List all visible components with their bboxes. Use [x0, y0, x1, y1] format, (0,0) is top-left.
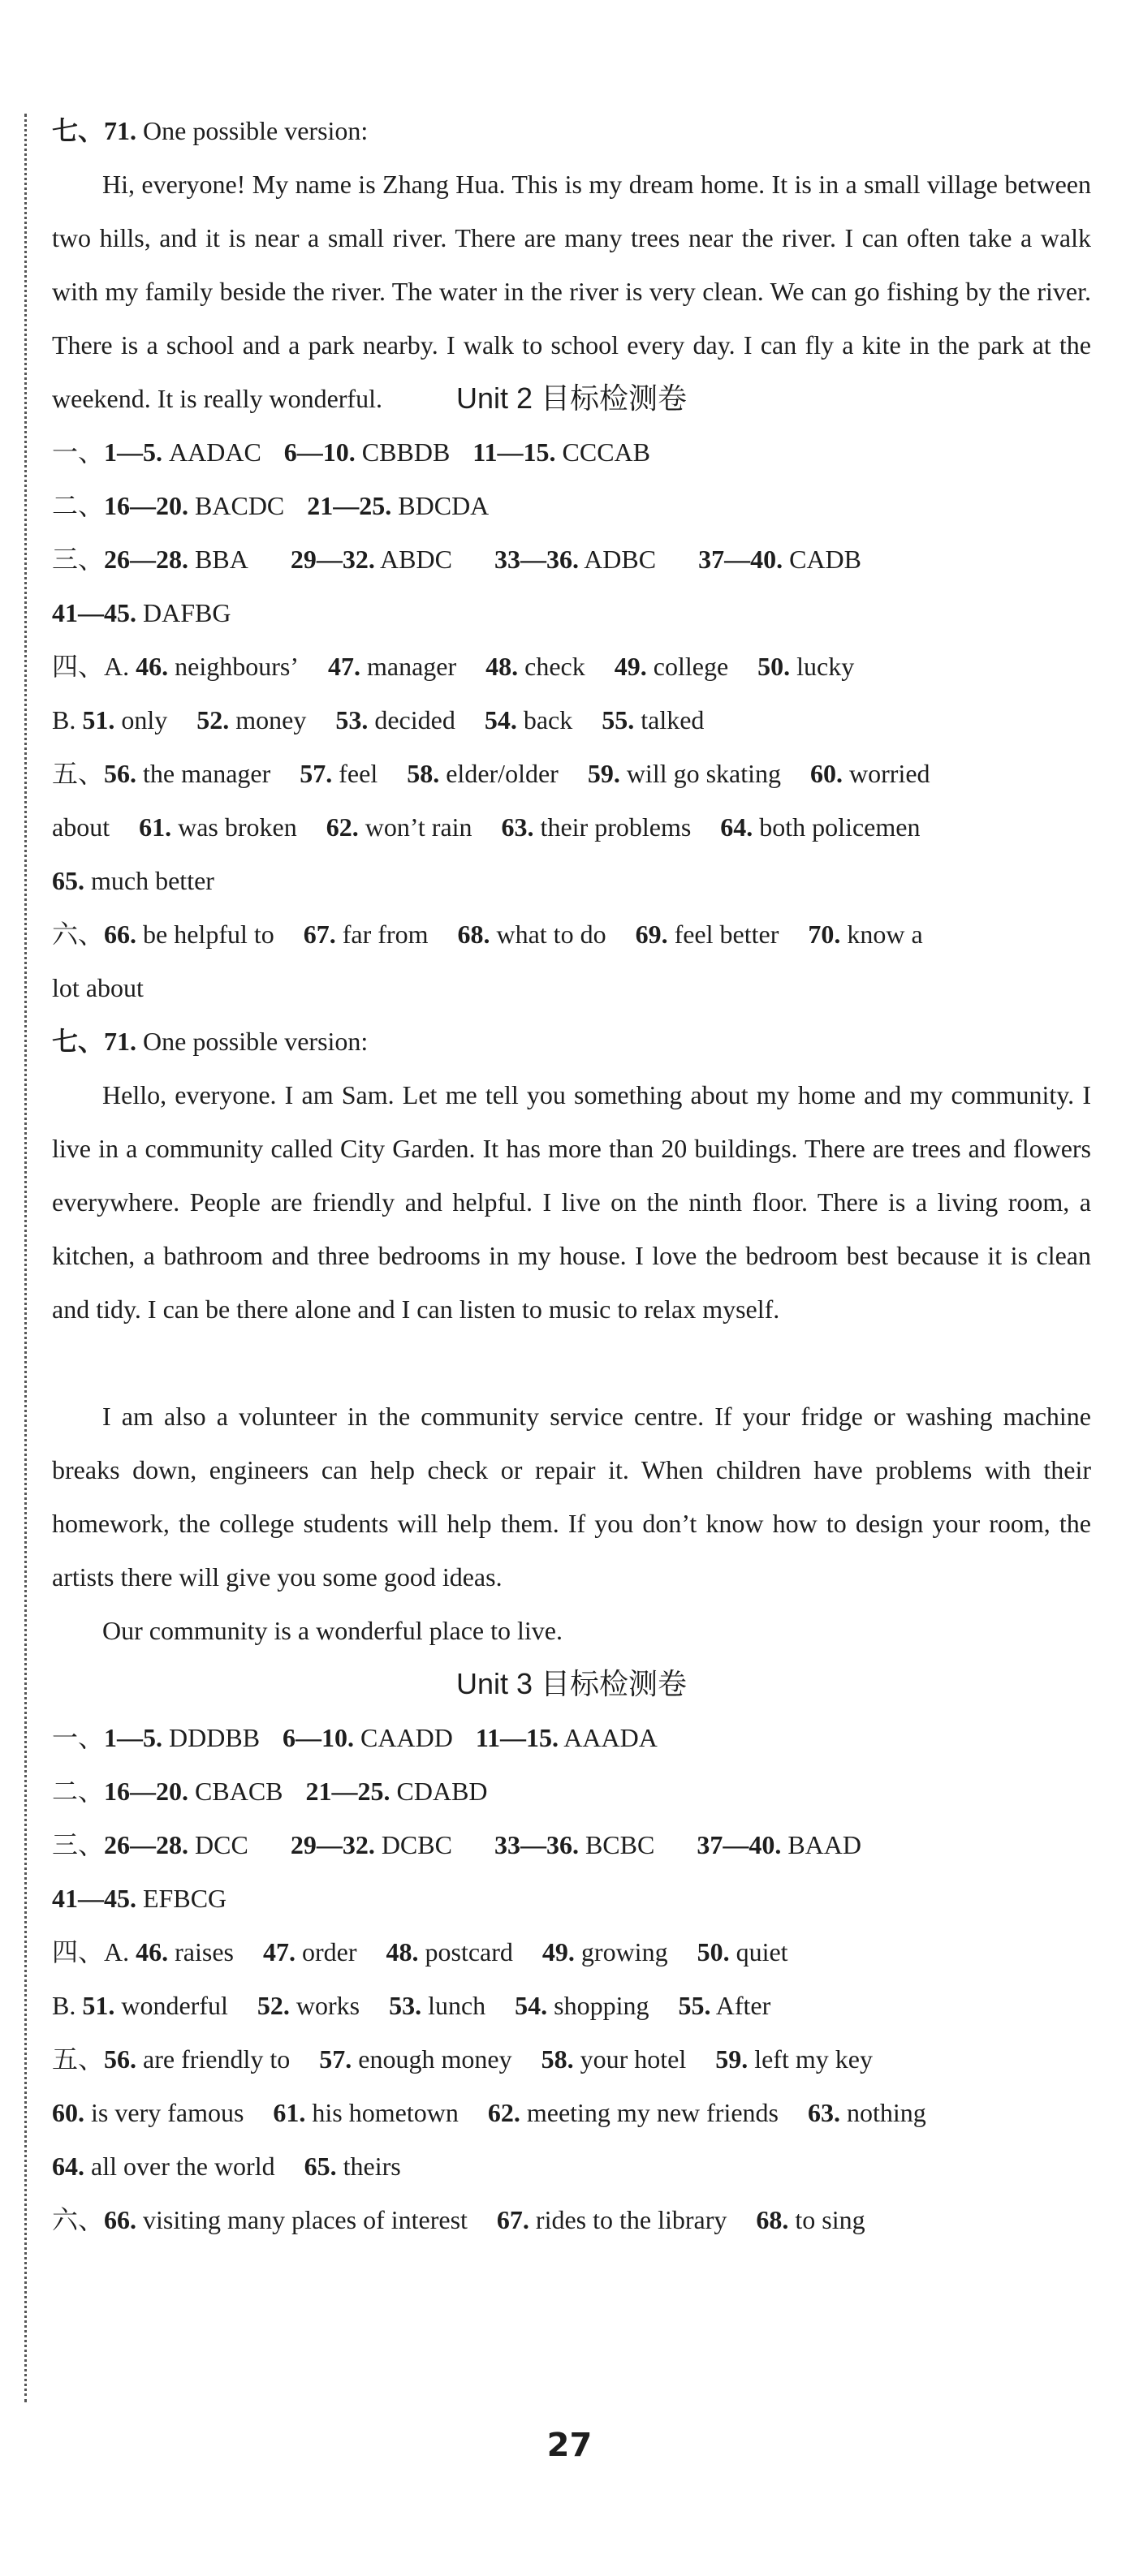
unit3-part5-line2: 60. is very famous 61. his hometown 62. meeting my new friends 63. nothing	[52, 2098, 926, 2127]
unit2-part6-line2: lot about	[52, 973, 144, 1002]
unit2-part3-line1: 三、26—28. BBA 29—32. ABDC 33—36. ADBC 37—40. CADB	[52, 545, 861, 574]
unit3-part5-line3: 64. all over the world 65. theirs	[52, 2152, 401, 2181]
unit2-part6-line1: 六、66. be helpful to 67. far from 68. what to do 69. feel better 70. know a	[52, 920, 923, 949]
unit2-part5-line2: about 61. was broken 62. won’t rain 63. their problems 64. both policemen	[52, 812, 921, 842]
unit3-part4-a: 四、A. 46. raises 47. order 48. postcard 49. growing 50. quiet	[52, 1937, 788, 1966]
answer-key-page	[52, 104, 1091, 2246]
unit3-part2: 二、16—20. CBACB 21—25. CDABD	[52, 1777, 488, 1806]
unit3-part5-line1: 五、56. are friendly to 57. enough money 58. your hotel 59. left my key	[52, 2044, 873, 2074]
unit3-part6-line1: 六、66. visiting many places of interest 67. rides to the library 68. to sing	[52, 2205, 865, 2234]
unit2-part5-line1: 五、56. the manager 57. feel 58. elder/older 59. will go skating 60. worried	[52, 759, 930, 788]
unit2-title: Unit 2 目标检测卷	[455, 381, 688, 415]
unit2-part4-a: 四、A. 46. neighbours’ 47. manager 48. check 49. college 50. lucky	[52, 652, 855, 681]
binding-margin-line	[24, 114, 27, 2402]
unit2-part2: 二、16—20. BACDC 21—25. BDCDA	[52, 491, 490, 520]
unit1-q71-essay: Hi, everyone! My name is Zhang Hua. This is my dream home. It is in a small village between two hills, and it is near a small river. There are many trees near the river. I can often take a walk with my family beside the river. The water in the river is very clean. We can go fishing by the river. There is a school and a park nearby. I walk to school every day. I can fly a kite in the park at the weekend. It is really wonderful.	[52, 170, 1091, 413]
unit3-part3-line1: 三、26—28. DCC 29—32. DCBC 33—36. BCBC 37—40. BAAD	[52, 1830, 861, 1859]
page-number: 27	[546, 2427, 593, 2464]
unit2-part1: 一、1—5. AADAC 6—10. CBBDB 11—15. CCCAB	[52, 437, 650, 467]
unit3-part3-line2: 41—45. EFBCG	[52, 1884, 227, 1913]
unit2-q71-essay-p3: Our community is a wonderful place to live.	[102, 1616, 563, 1645]
unit3-part1: 一、1—5. DDDBB 6—10. CAADD 11—15. AAADA	[52, 1723, 658, 1752]
unit2-part4-b: B. 51. only 52. money 53. decided 54. back 55. talked	[52, 705, 705, 734]
unit3-part4-b: B. 51. wonderful 52. works 53. lunch 54. shopping 55. After	[52, 1991, 771, 2020]
unit1-q71-heading: 七、71. One possible version:	[52, 116, 369, 145]
unit2-part3-line2: 41—45. DAFBG	[52, 598, 231, 627]
unit3-title: Unit 3 目标检测卷	[455, 1667, 688, 1700]
unit2-q71-essay-p2: I am also a volunteer in the community service centre. If your fridge or washing machine breaks down, engineers can help check or repair it. When children have problems with their homework, the college students will help them. If you don’t know how to design your room, the artists there will give you some good ideas.	[52, 1402, 1091, 1592]
unit2-q71-heading: 七、71. One possible version:	[52, 1027, 369, 1056]
unit2-part5-line3: 65. much better	[52, 866, 214, 895]
unit2-q71-essay-p1: Hello, everyone. I am Sam. Let me tell you something about my home and my community. I live in a community called City Garden. It has more than 20 buildings. There are trees and flowers everywhere. People are friendly and helpful. I live on the ninth floor. There is a living room, a kitchen, a bathroom and three bedrooms in my house. I love the bedroom best because it is clean and tidy. I can be there alone and I can listen to music to relax myself.	[52, 1080, 1091, 1324]
